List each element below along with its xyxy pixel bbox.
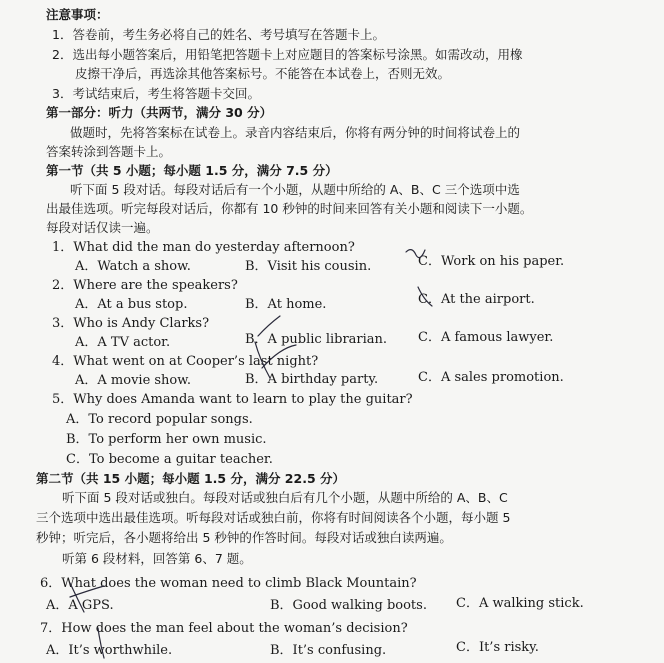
section2-instruction-4: 听第 6 段材料，回答第 6、7 题。 xyxy=(62,551,252,566)
part1-instruction-1: 做题时，先将答案标在试卷上。录音内容结束后，你将有两分钟的时间将试卷上的 xyxy=(70,125,521,140)
section1-instruction-3: 每段对话仅读一遍。 xyxy=(46,220,159,235)
section2-instruction-2: 三个选项中选出最佳选项。听每段对话或独白前，你将有时间阅读各个小题，每小题 5 xyxy=(36,510,511,525)
part1-heading: 第一部分：听力（共两节，满分 30 分） xyxy=(46,105,273,120)
q1-option-a: A．Watch a show. xyxy=(75,259,191,274)
q6-option-c: C．A walking stick. xyxy=(456,596,584,611)
q2-option-c: C．At the airport. xyxy=(418,292,535,307)
q4-option-c: C．A sales promotion. xyxy=(418,370,564,385)
q3-option-b: B．A public librarian. xyxy=(245,332,388,347)
section1-heading: 第一节（共 5 小题；每小题 1.5 分，满分 7.5 分） xyxy=(46,163,338,178)
question-1: 1．What did the man do yesterday afternoon? xyxy=(52,240,355,255)
q6-option-b: B．Good walking boots. xyxy=(270,598,427,613)
section2-instruction-1: 听下面 5 段对话或独白。每段对话或独白后有几个小题，从题中所给的 A、B、C xyxy=(62,490,508,505)
q5-option-c: C．To become a guitar teacher. xyxy=(66,452,273,467)
part1-instruction-2: 答案转涂到答题卡上。 xyxy=(46,144,172,159)
q5-option-b: B．To perform her own music. xyxy=(66,432,267,447)
q1-option-c: C．Work on his paper. xyxy=(418,254,565,269)
q3-option-a: A．A TV actor. xyxy=(75,335,171,350)
notice-item-2-cont: 皮擦干净后，再选涂其他答案标号。不能答在本试卷上，否则无效。 xyxy=(75,66,451,81)
notice-item-3: 3．考试结束后，考生将答题卡交回。 xyxy=(52,86,260,101)
q1-option-b: B．Visit his cousin. xyxy=(245,259,372,274)
q5-option-a: A．To record popular songs. xyxy=(66,412,253,427)
question-3: 3．Who is Andy Clarks? xyxy=(52,316,210,331)
q2-option-a: A．At a bus stop. xyxy=(75,297,188,312)
q7-option-a: A．It’s worthwhile. xyxy=(46,643,173,658)
q4-option-a: A．A movie show. xyxy=(75,373,191,388)
notice-item-2: 2．选出每小题答案后，用铅笔把答题卡上对应题目的答案标号涂黑。如需改动，用橡 xyxy=(52,47,523,62)
q2-option-b: B．At home. xyxy=(245,297,327,312)
q4-option-b: B．A birthday party. xyxy=(245,372,379,387)
question-5: 5．Why does Amanda want to learn to play the guitar? xyxy=(52,392,413,407)
question-7: 7．How does the man feel about the woman’s decision? xyxy=(40,621,408,636)
section2-heading: 第二节（共 15 小题；每小题 1.5 分，满分 22.5 分） xyxy=(36,471,345,486)
question-6: 6．What does the woman need to climb Black Mountain? xyxy=(40,576,417,591)
question-2: 2．Where are the speakers? xyxy=(52,278,238,293)
section1-instruction-1: 听下面 5 段对话。每段对话后有一个小题，从题中所给的 A、B、C 三个选项中选 xyxy=(70,182,520,197)
q6-option-a: A．A GPS. xyxy=(46,598,114,613)
question-4: 4．What went on at Cooper’s last night? xyxy=(52,354,319,369)
notice-title: 注意事项： xyxy=(46,7,109,22)
q3-option-c: C．A famous lawyer. xyxy=(418,330,554,345)
section2-instruction-3: 秒钟；听完后，各小题将给出 5 秒钟的作答时间。每段对话或独白读两遍。 xyxy=(36,530,452,545)
notice-item-1: 1．答卷前，考生务必将自己的姓名、考号填写在答题卡上。 xyxy=(52,27,385,42)
q7-option-c: C．It’s risky. xyxy=(456,640,539,655)
section1-instruction-2: 出最佳选项。听完每段对话后，你都有 10 秒钟的时间来回答有关小题和阅读下一小题。 xyxy=(46,201,533,216)
q7-option-b: B．It’s confusing. xyxy=(270,643,387,658)
